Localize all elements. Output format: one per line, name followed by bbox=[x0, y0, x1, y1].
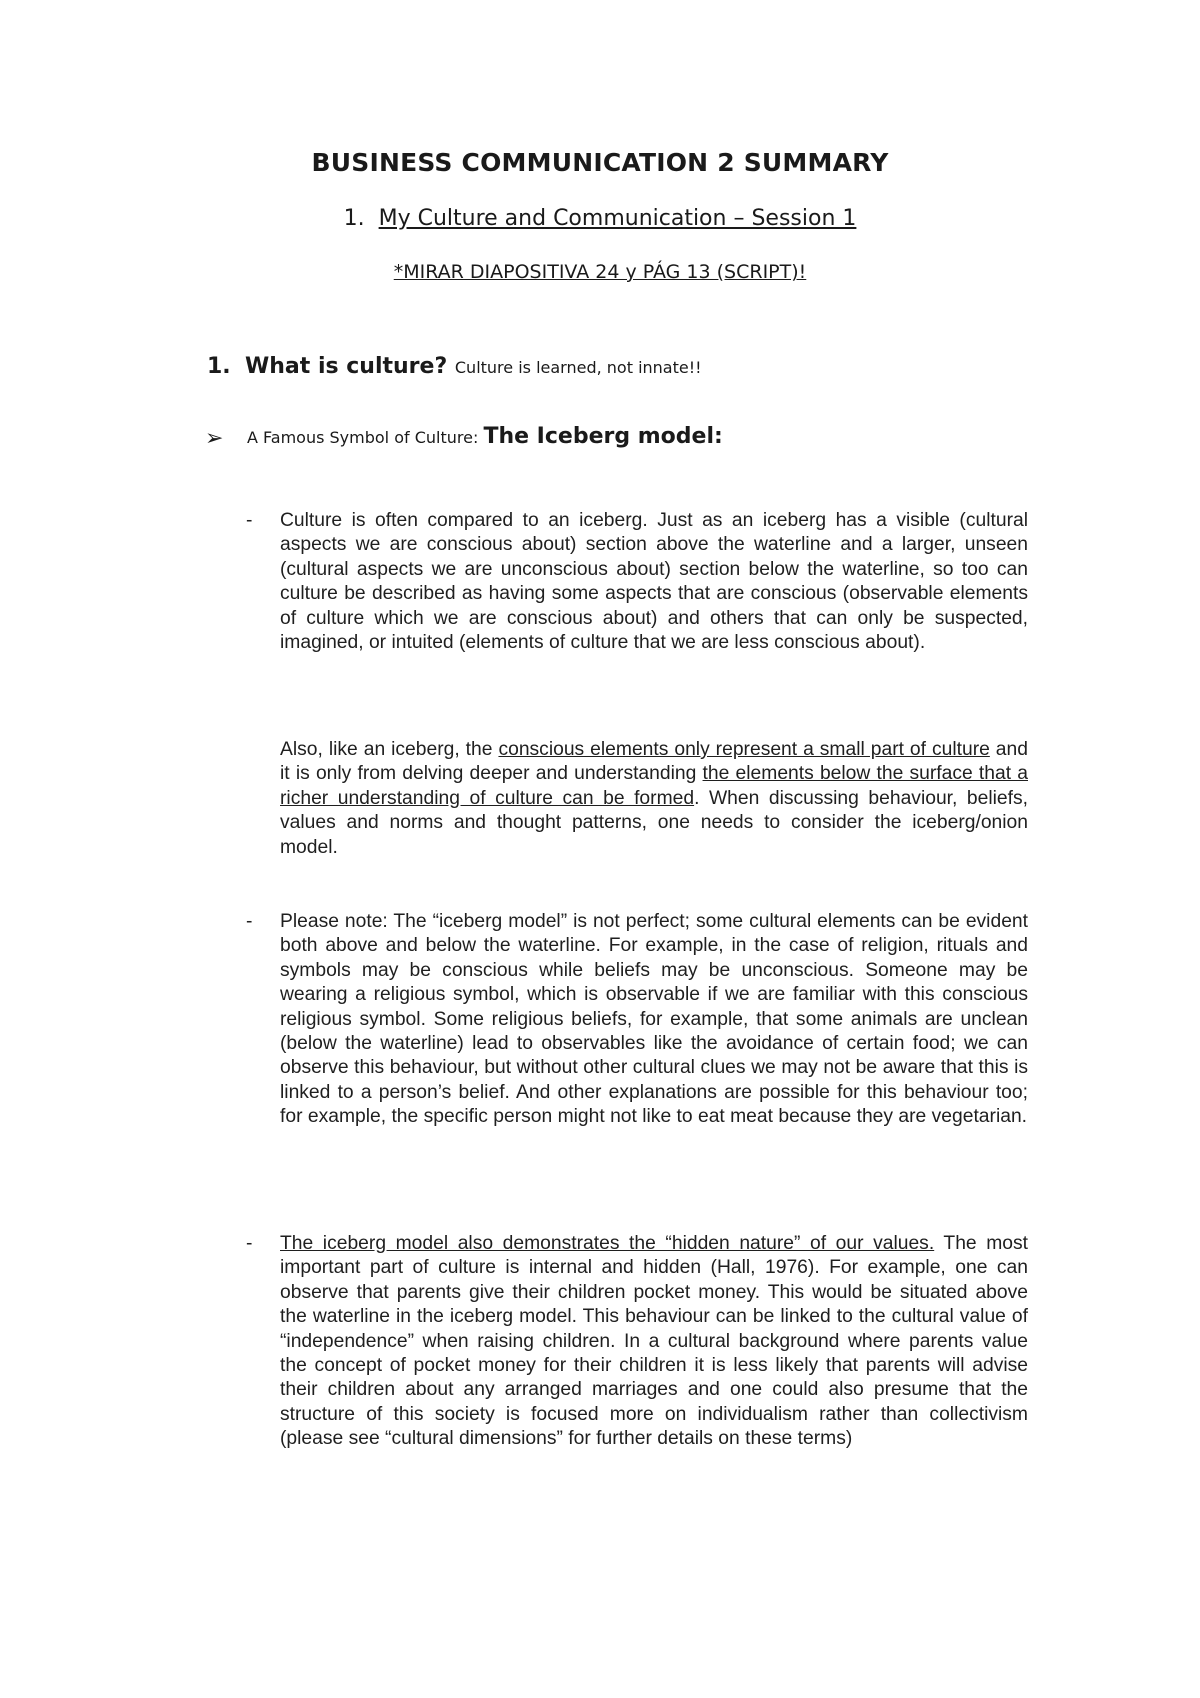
script-note: *MIRAR DIAPOSITIVA 24 y PÁG 13 (SCRIPT)! bbox=[393, 261, 807, 283]
dash-bullet: - bbox=[246, 510, 253, 531]
section-number: 1. bbox=[207, 354, 231, 379]
dash-bullet: - bbox=[246, 911, 253, 932]
paragraph-conscious-elements bbox=[280, 738, 1028, 860]
paragraph-text: Please note: The “iceberg model” is not perfect; some cultural elements can be evident both above and below the waterline. For example, in the case of religion, rituals and symbols may be conscious while beliefs may be unconscious. Someone may be wearing a religious symbol, which is observable if we are familiar with this conscious religious symbol. Some religious beliefs, for example, that some animals are unclean (below the waterline) lead to observables like the avoidance of certain food; we can observe this behaviour, but without other cultural clues we may not be aware that this is linked to a person’s belief. And other explanations are possible for this behaviour too; for example, the specific person might not like to eat meat because they are vegetarian. bbox=[280, 911, 1028, 1128]
section-subtext: Culture is learned, not innate!! bbox=[454, 358, 702, 377]
paragraph-text-1: Also, like an iceberg, the bbox=[280, 739, 499, 760]
session-title: My Culture and Communication – Session 1 bbox=[378, 206, 857, 231]
paragraph-text: Culture is often compared to an iceberg. Just as an iceberg has a visible (cultural aspects we are conscious about) section above the waterline and a larger, unseen (cultural aspects we are unconscious about) section below the waterline, so too can culture be described as having some aspects that are conscious (observable elements of culture which we are conscious about) and others that can only be suspected, imagined, or intuited (elements of culture that we are less conscious about). bbox=[280, 510, 1028, 654]
section-title: What is culture? bbox=[245, 354, 448, 379]
iceberg-bullet bbox=[205, 424, 723, 451]
paragraph-please-note bbox=[246, 910, 1028, 1130]
session-heading bbox=[0, 206, 1200, 231]
session-number: 1. bbox=[343, 206, 365, 231]
paragraph-iceberg-comparison bbox=[246, 509, 1028, 655]
dash-bullet: - bbox=[246, 1233, 253, 1254]
underlined-phrase: The iceberg model also demonstrates the “hidden nature” of our values. bbox=[280, 1233, 935, 1254]
underlined-phrase-1: conscious elements only represent a small part of culture bbox=[498, 739, 990, 760]
section-heading-culture bbox=[207, 354, 702, 379]
underlined-phrase-2: the elements below the surface that a richer understanding of culture can be formed bbox=[280, 763, 1028, 809]
paragraph-text-3: . When discussing behaviour, beliefs, values and norms and thought patterns, one needs to consider the iceberg/onion model. bbox=[280, 787, 1028, 858]
arrow-bullet-icon: ➢ bbox=[205, 426, 224, 451]
symbol-prefix: A Famous Symbol of Culture: bbox=[247, 428, 479, 447]
document-title: BUSINESS COMMUNICATION 2 SUMMARY bbox=[311, 148, 889, 177]
paragraph-text-2: and it is only from delving deeper and understanding bbox=[280, 739, 1028, 785]
paragraph-text: The most important part of culture is internal and hidden (Hall, 1976). For example, one can observe that parents give their children pocket money. This would be situated above the waterline in the iceberg model. This behaviour can be linked to the cultural value of “independence” when raising children. In a cultural background where parents value the concept of pocket money for their children it is less likely that parents will advise their children about any arranged marriages and one could also presume that the structure of this society is focused more on individualism rather than collectivism (please see “cultural dimensions” for further details on these terms) bbox=[280, 1233, 1028, 1450]
paragraph-hidden-nature bbox=[246, 1232, 1028, 1452]
iceberg-model-label: The Iceberg model: bbox=[483, 424, 723, 449]
